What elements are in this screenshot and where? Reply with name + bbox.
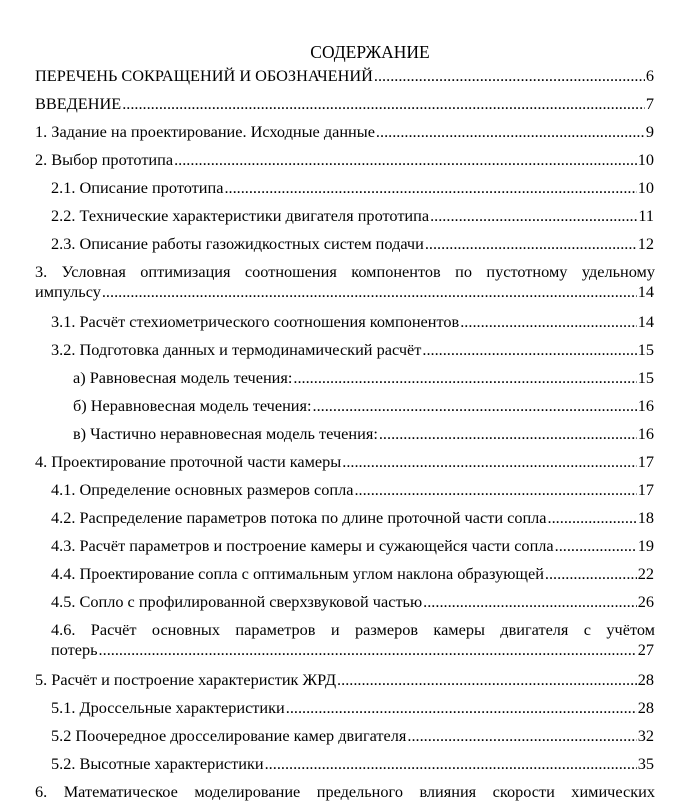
toc-entry-page: 26 <box>637 592 654 611</box>
leader-dots <box>99 640 637 660</box>
toc-entry-label: а) Равновесная модель течения: <box>73 368 293 387</box>
toc-entry-page: 6 <box>645 66 654 85</box>
leader-dots <box>342 452 636 472</box>
toc-entry-page: 28 <box>637 670 654 689</box>
leader-dots <box>422 340 636 360</box>
toc-entry-label: 4.4. Проектирование сопла с оптимальным углом наклона образующей <box>51 564 544 583</box>
toc-entry-page: 7 <box>645 94 654 113</box>
toc-entry-page: 14 <box>637 312 654 331</box>
toc-entry-label: 3.2. Подготовка данных и термодинамический расчёт <box>51 340 422 359</box>
toc-entry-page: 22 <box>637 564 654 583</box>
toc-entry-page: 16 <box>637 396 654 415</box>
toc-entry-label-line1: 3. Условная оптимизация соотношения компонентов по пустотному удельному <box>35 262 655 281</box>
toc-entry-label: 2.1. Описание прототипа <box>51 178 224 197</box>
leader-dots <box>430 206 637 226</box>
toc-entry[interactable] <box>51 754 655 774</box>
leader-dots <box>265 754 637 774</box>
toc-entry-label: 4.1. Определение основных размеров сопла <box>51 480 354 499</box>
toc-entry[interactable] <box>51 620 655 660</box>
leader-dots <box>460 312 636 332</box>
leader-dots <box>337 670 637 690</box>
leader-dots <box>122 94 645 114</box>
toc-entry-label: 3.1. Расчёт стехиометрического соотношения компонентов <box>51 312 460 331</box>
toc-entry-label-line1: 4.6. Расчёт основных параметров и размеров камеры двигателя с учётом <box>51 620 655 639</box>
toc-title: СОДЕРЖАНИЕ <box>310 42 430 62</box>
toc-entry[interactable] <box>35 782 655 802</box>
toc-entry[interactable] <box>51 340 655 360</box>
toc-entry[interactable] <box>51 536 655 556</box>
toc-entry-label: 4.5. Сопло с профилированной сверхзвуковой частью <box>51 592 423 611</box>
toc-entry[interactable] <box>35 262 655 302</box>
toc-entry-label: ВВЕДЕНИЕ <box>35 94 122 113</box>
toc-entry-label: 5.2. Высотные характеристики <box>51 754 264 773</box>
leader-dots <box>545 564 637 584</box>
leader-dots <box>407 726 636 746</box>
toc-entry[interactable] <box>51 234 655 254</box>
toc-entry-label: 5.1. Дроссельные характеристики <box>51 698 285 717</box>
toc-entry-page: 35 <box>637 754 654 773</box>
toc-entry[interactable] <box>35 66 655 86</box>
leader-dots <box>313 396 637 416</box>
toc-entry-page: 32 <box>637 726 654 745</box>
leader-dots <box>374 66 645 86</box>
toc-entry-page: 11 <box>638 206 654 225</box>
leader-dots <box>174 150 637 170</box>
leader-dots <box>354 480 636 500</box>
toc-entry-page: 16 <box>637 424 654 443</box>
toc-entry-label: 4. Проектирование проточной части камеры <box>35 452 342 471</box>
leader-dots <box>293 368 636 388</box>
leader-dots <box>425 234 637 254</box>
toc-entry[interactable] <box>51 206 655 226</box>
toc-entry[interactable] <box>51 726 655 746</box>
toc-entry-label: ПЕРЕЧЕНЬ СОКРАЩЕНИЙ И ОБОЗНАЧЕНИЙ <box>35 66 373 85</box>
leader-dots <box>286 698 637 718</box>
toc-entry-page: 17 <box>637 480 654 499</box>
toc-entry-page: 10 <box>637 178 654 197</box>
leader-dots <box>548 508 637 528</box>
toc-entry-label-line2: импульсу <box>35 282 101 301</box>
toc-entry-page: 9 <box>645 122 654 141</box>
leader-dots <box>102 282 637 302</box>
toc-entry-label: 4.3. Расчёт параметров и построение камеры и сужающейся части сопла <box>51 536 554 555</box>
toc-entry[interactable] <box>51 508 655 528</box>
toc-entry-page: 19 <box>637 536 654 555</box>
toc-entry-label: в) Частично неравновесная модель течения: <box>73 424 378 443</box>
toc-entry-page: 14 <box>637 282 654 301</box>
toc-entry[interactable] <box>35 94 655 114</box>
toc-entry[interactable] <box>51 592 655 612</box>
toc-entry-label: 5. Расчёт и построение характеристик ЖРД <box>35 670 337 689</box>
toc-entry[interactable] <box>73 424 655 444</box>
toc-entry-page: 12 <box>637 234 654 253</box>
toc-entry-label: 2.2. Технические характеристики двигателя прототипа <box>51 206 430 225</box>
toc-entry-page: 15 <box>637 368 654 387</box>
toc-entry[interactable] <box>35 122 655 142</box>
toc-entry-label: 1. Задание на проектирование. Исходные данные <box>35 122 375 141</box>
toc-entry[interactable] <box>51 178 655 198</box>
leader-dots <box>379 424 637 444</box>
toc-entry-page: 18 <box>637 508 654 527</box>
toc-entry[interactable] <box>51 312 655 332</box>
toc-entry-label: 4.2. Распределение параметров потока по длине проточной части сопла <box>51 508 547 527</box>
toc-entry-page: 27 <box>637 640 654 659</box>
leader-dots <box>376 122 645 142</box>
toc-entry-label: 2. Выбор прототипа <box>35 150 174 169</box>
toc-entry-label: 5.2 Поочередное дросселирование камер двигателя <box>51 726 407 745</box>
toc-entry-label-line1: 6. Математическое моделирование предельного влияния скорости химических <box>35 782 655 801</box>
toc-entry-page: 15 <box>637 340 654 359</box>
toc-entry[interactable] <box>35 452 655 472</box>
toc-entry-label-line2: потерь <box>51 640 98 659</box>
toc-entry[interactable] <box>35 150 655 170</box>
toc-entry[interactable] <box>51 698 655 718</box>
leader-dots <box>224 178 636 198</box>
leader-dots <box>423 592 637 612</box>
toc-entry-page: 17 <box>637 452 654 471</box>
toc-entry[interactable] <box>51 480 655 500</box>
toc-entry[interactable] <box>35 670 655 690</box>
toc-entry[interactable] <box>51 564 655 584</box>
toc-entry-page: 10 <box>637 150 654 169</box>
toc-entry[interactable] <box>73 396 655 416</box>
toc-entry[interactable] <box>73 368 655 388</box>
toc-entry-label: б) Неравновесная модель течения: <box>73 396 312 415</box>
toc-entry-label: 2.3. Описание работы газожидкостных систем подачи <box>51 234 424 253</box>
toc-entry-page: 28 <box>637 698 654 717</box>
leader-dots <box>555 536 637 556</box>
